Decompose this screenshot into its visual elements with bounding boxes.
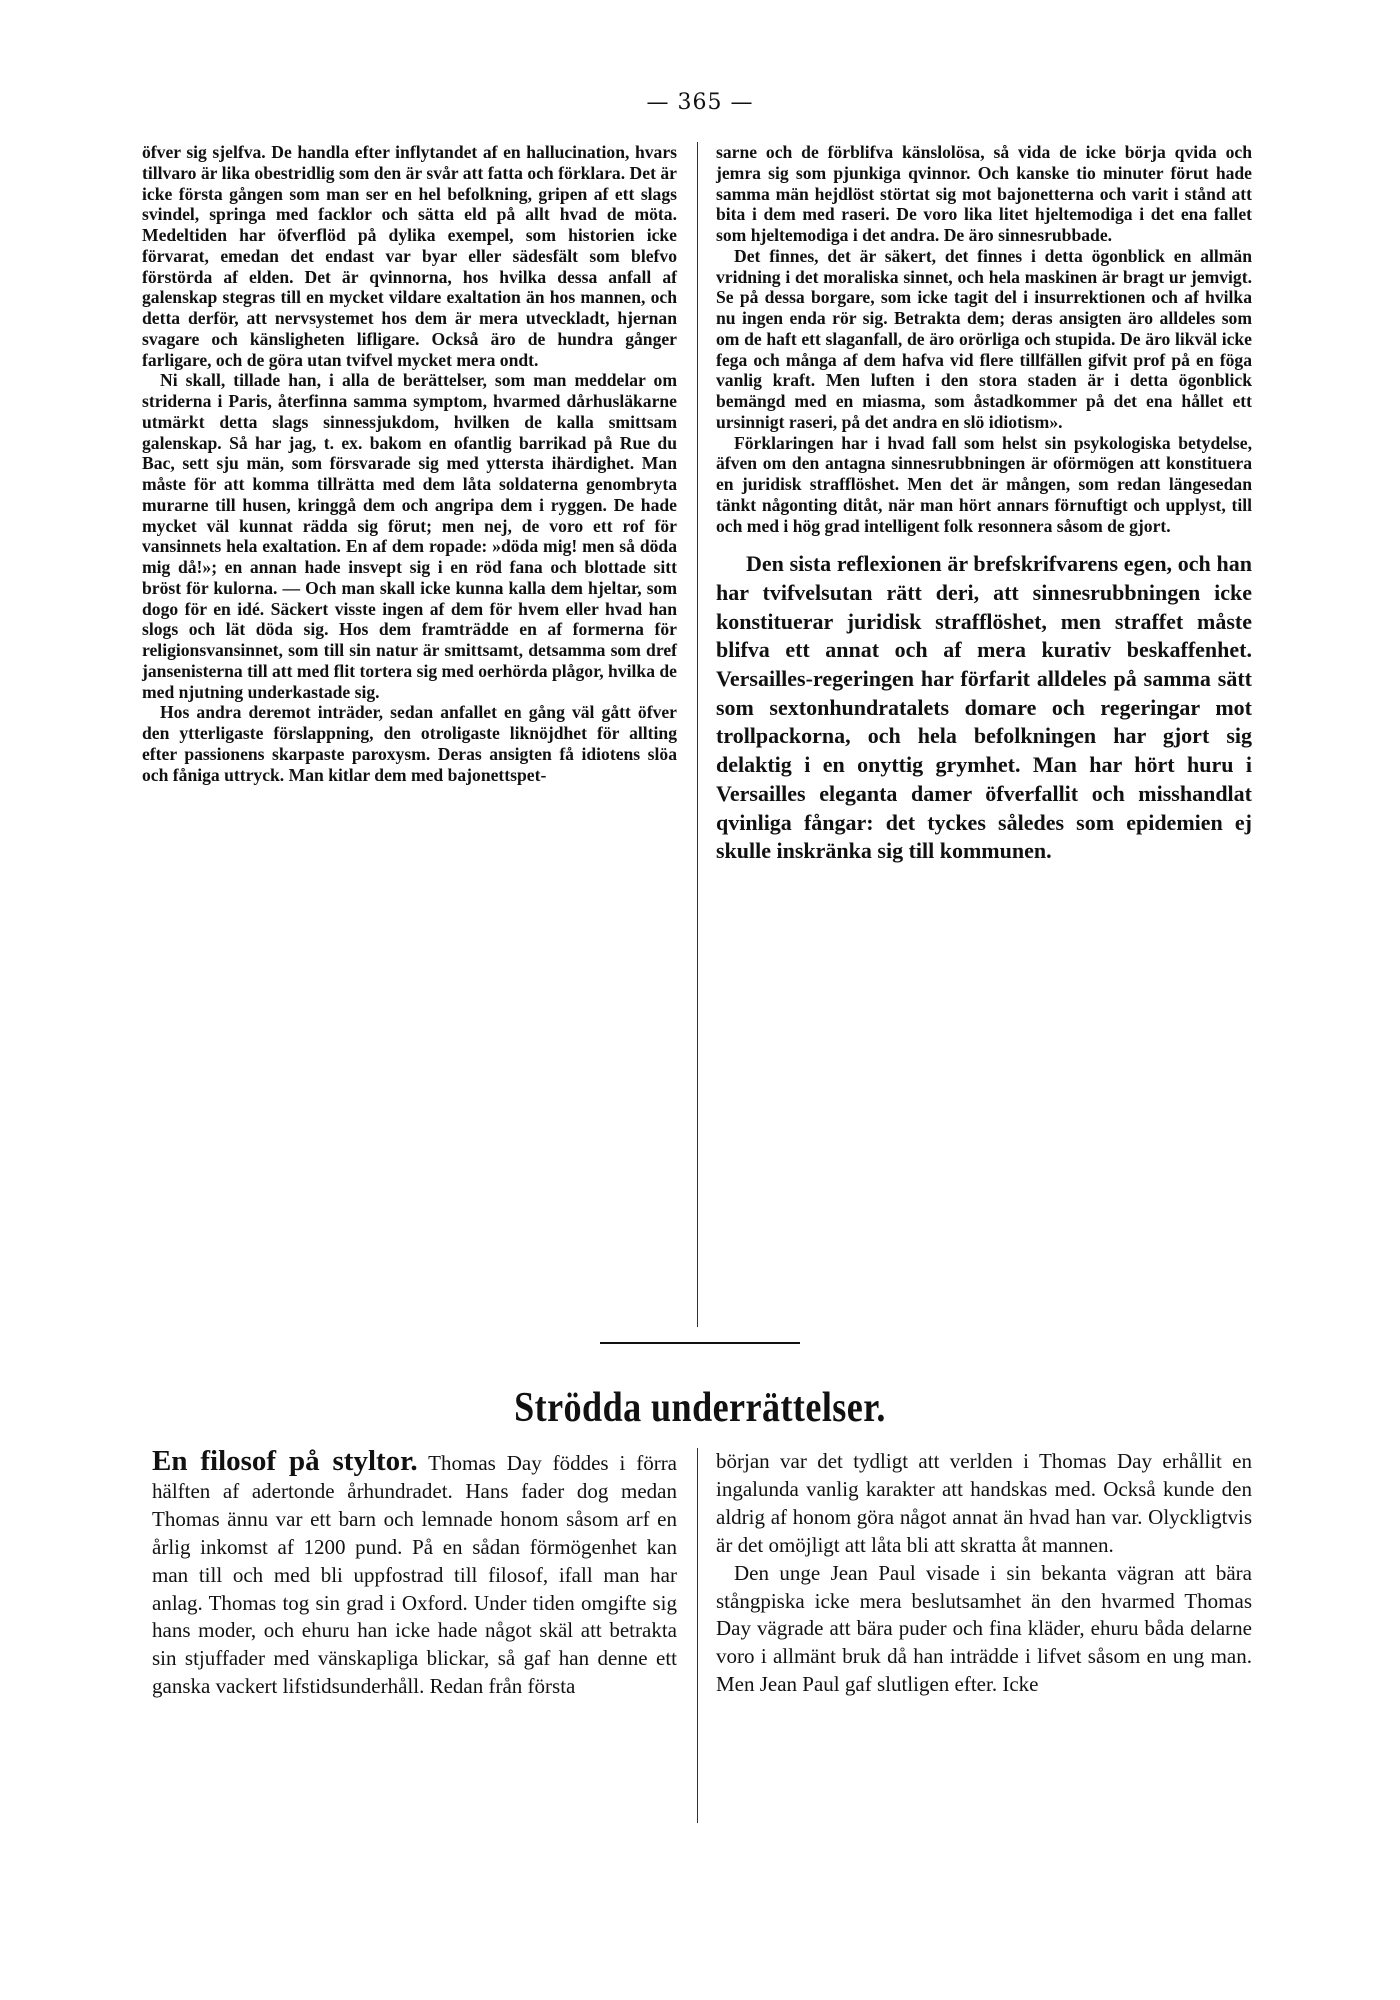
article-subheading: En filosof på styltor. [152, 1445, 418, 1477]
section-heading: Strödda underrättelser. [514, 1385, 886, 1431]
section-divider-rule [600, 1342, 800, 1344]
reflection-paragraph: Den sista reflexionen är brefskrifvarens egen, och han har tvifvelsutan rätt deri, att sinnesrubbningen icke konstituerar juridisk strafflöshet, men straffet måste blifva ett annat och af mera kurativ beskaffenhet. Versailles-regeringen har förfarit alldeles på samma sätt som sextonhundratalets domare och regeringar mot trollpackorna, och hela befolkningen har gjort sig delaktig i en onyttig grymhet. Man har hört huru i Versailles eleganta damer öfverfallit och misshandlat qvinliga fångar: det tyckes således som epidemien ej skulle inskränka sig till kommunen. [716, 551, 1252, 864]
upper-right-column [716, 142, 1252, 866]
upper-right-paragraph-2: Det finnes, det är säkert, det finnes i detta ögonblick en allmän vridning i det moraliska sinnet, och hela maskinen är bragt ur jemvigt. Se på dessa borgare, som icke tagit del i insurrektionen och af hvilka nu ingen enda rör sig. Betrakta dem; deras ansigten äro alldeles som om de haft ett slaganfall, de äro orörliga och stupida. De äro likväl icke fega och många af dem hafva vid flere tillfällen gifvit prof på en föga vanlig kraft. Men luften i den stora staden är i detta ögonblick bemängd med en miasma, som åstadkommer på det ena hållet ett ursinnigt raseri, på det andra en slö idiotism». [716, 245, 1252, 432]
lower-left-paragraph [152, 1445, 678, 1701]
upper-right-paragraph-1: sarne och de förblifva känslolösa, så vida de icke börja qvida och jemra sig som pjunkiga qvinnor. Och kanske tio minuter förut hade samma män hejdlöst störtat sig mot bajonetterna och varit i stånd att bita i dem med raseri. De voro lika litet hjeltemodiga i det ena fallet som hjeltemodiga i det andra. De äro sinnesrubbade. [716, 142, 1252, 245]
lower-column-divider [697, 1448, 698, 1823]
upper-left-column [142, 142, 677, 785]
upper-column-divider [697, 142, 698, 1327]
upper-left-paragraph-1: öfver sig sjelfva. De handla efter inflytandet af en hallucination, hvars tillvaro är lika obestridlig som den är svår att fatta och förklara. Det är icke första gången som man ser en hel befolkning, gripen af ett slags svindel, springa med facklor och sätta eld på allt hvad de möta. Medeltiden har öfverflöd på dylika exempel, som historien icke förvarat, emedan det endast var byar eller sädesfält som blefvo förstörda af elden. Det är qvinnorna, hos hvilka dessa anfall af galenskap stegras till en mycket vildare exaltation än hos mannen, och detta derför, att nervsystemet hos dem är mera utveckladt, hjernan svagare och känsligheten lifligare. Också äro de hundra gånger farligare, och de göra utan tvifvel mycket mera ondt. [142, 142, 677, 370]
lower-right-paragraph-1: början var det tydligt att verlden i Thomas Day erhållit en ingalunda vanlig karakter att handskas med. Också kunde den aldrig af honom göra något annat än hvad han var. Olyckligtvis är det omöjligt att låta bli att skratta åt mannen. [716, 1449, 1252, 1557]
page-number: — 365 — [646, 90, 754, 115]
upper-left-paragraph-2: Ni skall, tillade han, i alla de berättelser, som man meddelar om striderna i Paris, återfinna samma symptom, hvarmed dårhusläkarne utmärkt detta slags sinnessjukdom, hvilken de kalla smittsam galenskap. Så har jag, t. ex. bakom en ofantlig barrikad på Rue du Bac, sett sju män, som försvarade sig med yttersta ihärdighet. Man måste för att komma tillrätta med dem låta soldaterna genombryta murarne till husen, kringgå dem och angripa dem i ryggen. De hade mycket väl kunnat rädda sig förut; men nej, de voro ett rof för vansinnets hela exaltation. En af dem ropade: »döda mig! men så döda mig då!»; en annan hade insvept sig i en röd fana och blottade sitt bröst för kulorna. — Och man skall icke kunna kalla dem hjeltar, som dogo för en idé. Säckert visste ingen af dem för hvem eller hvad han slogs och lät döda sig. Hos dem framträdde en af formerna för religionsvansinnet, som till sin natur är smittsamt, detsamma som dref jansenisterna till att med flit tortera sig med oerhörda plågor, hvilka de med njutning underkastade sig. [142, 370, 677, 702]
upper-right-paragraph-3: Förklaringen har i hvad fall som helst sin psykologiska betydelse, äfven om den antagna sinnesrubbningen är oförmögen att konstituera en juridisk strafflöshet. Men det är mången, som redan längesedan tänkt någonting ditåt, när man hört annars förnuftigt och upplyst, till och med i hög grad intelligent folk resonnera såsom de gjort. [716, 432, 1252, 536]
article-intro-text: Thomas Day föddes i förra hälften af adertonde århundradet. Hans fader dog medan Thomas ännu var ett barn och lemnade honom såsom arf en årlig inkomst af 1200 pund. På en sådan förmögenhet kan man till och med bli uppfostrad till filosof, ifall man har anlag. Thomas tog sin grad i Oxford. Under tiden omgifte sig hans moder, och ehuru han icke hade något skäl att betrakta sin stjuffader med vänskapliga blickar, så gaf han denne ett ganska vackert lifstidsunderhåll. Redan från första [152, 1451, 678, 1699]
lower-left-column [152, 1445, 678, 1701]
upper-left-paragraph-3: Hos andra deremot inträder, sedan anfallet en gång väl gått öfver den ytterligaste förslappning, den otroligaste liknöjdhet för allting efter passionens skarpaste paroxysm. Deras ansigten få idiotens slöa och fåniga uttryck. Man kitlar dem med bajonettspet- [142, 702, 677, 785]
lower-right-paragraph-2: Den unge Jean Paul visade i sin bekanta vägran att bära stångpiska icke mera beslutsamhet än den hvarmed Thomas Day vägrade att bära puder och fina kläder, ehuru båda delarne voro i allmänt bruk då han inträdde i lifvet såsom en ung man. Men Jean Paul gaf slutligen efter. Icke [716, 1560, 1252, 1697]
lower-right-column [716, 1448, 1252, 1699]
